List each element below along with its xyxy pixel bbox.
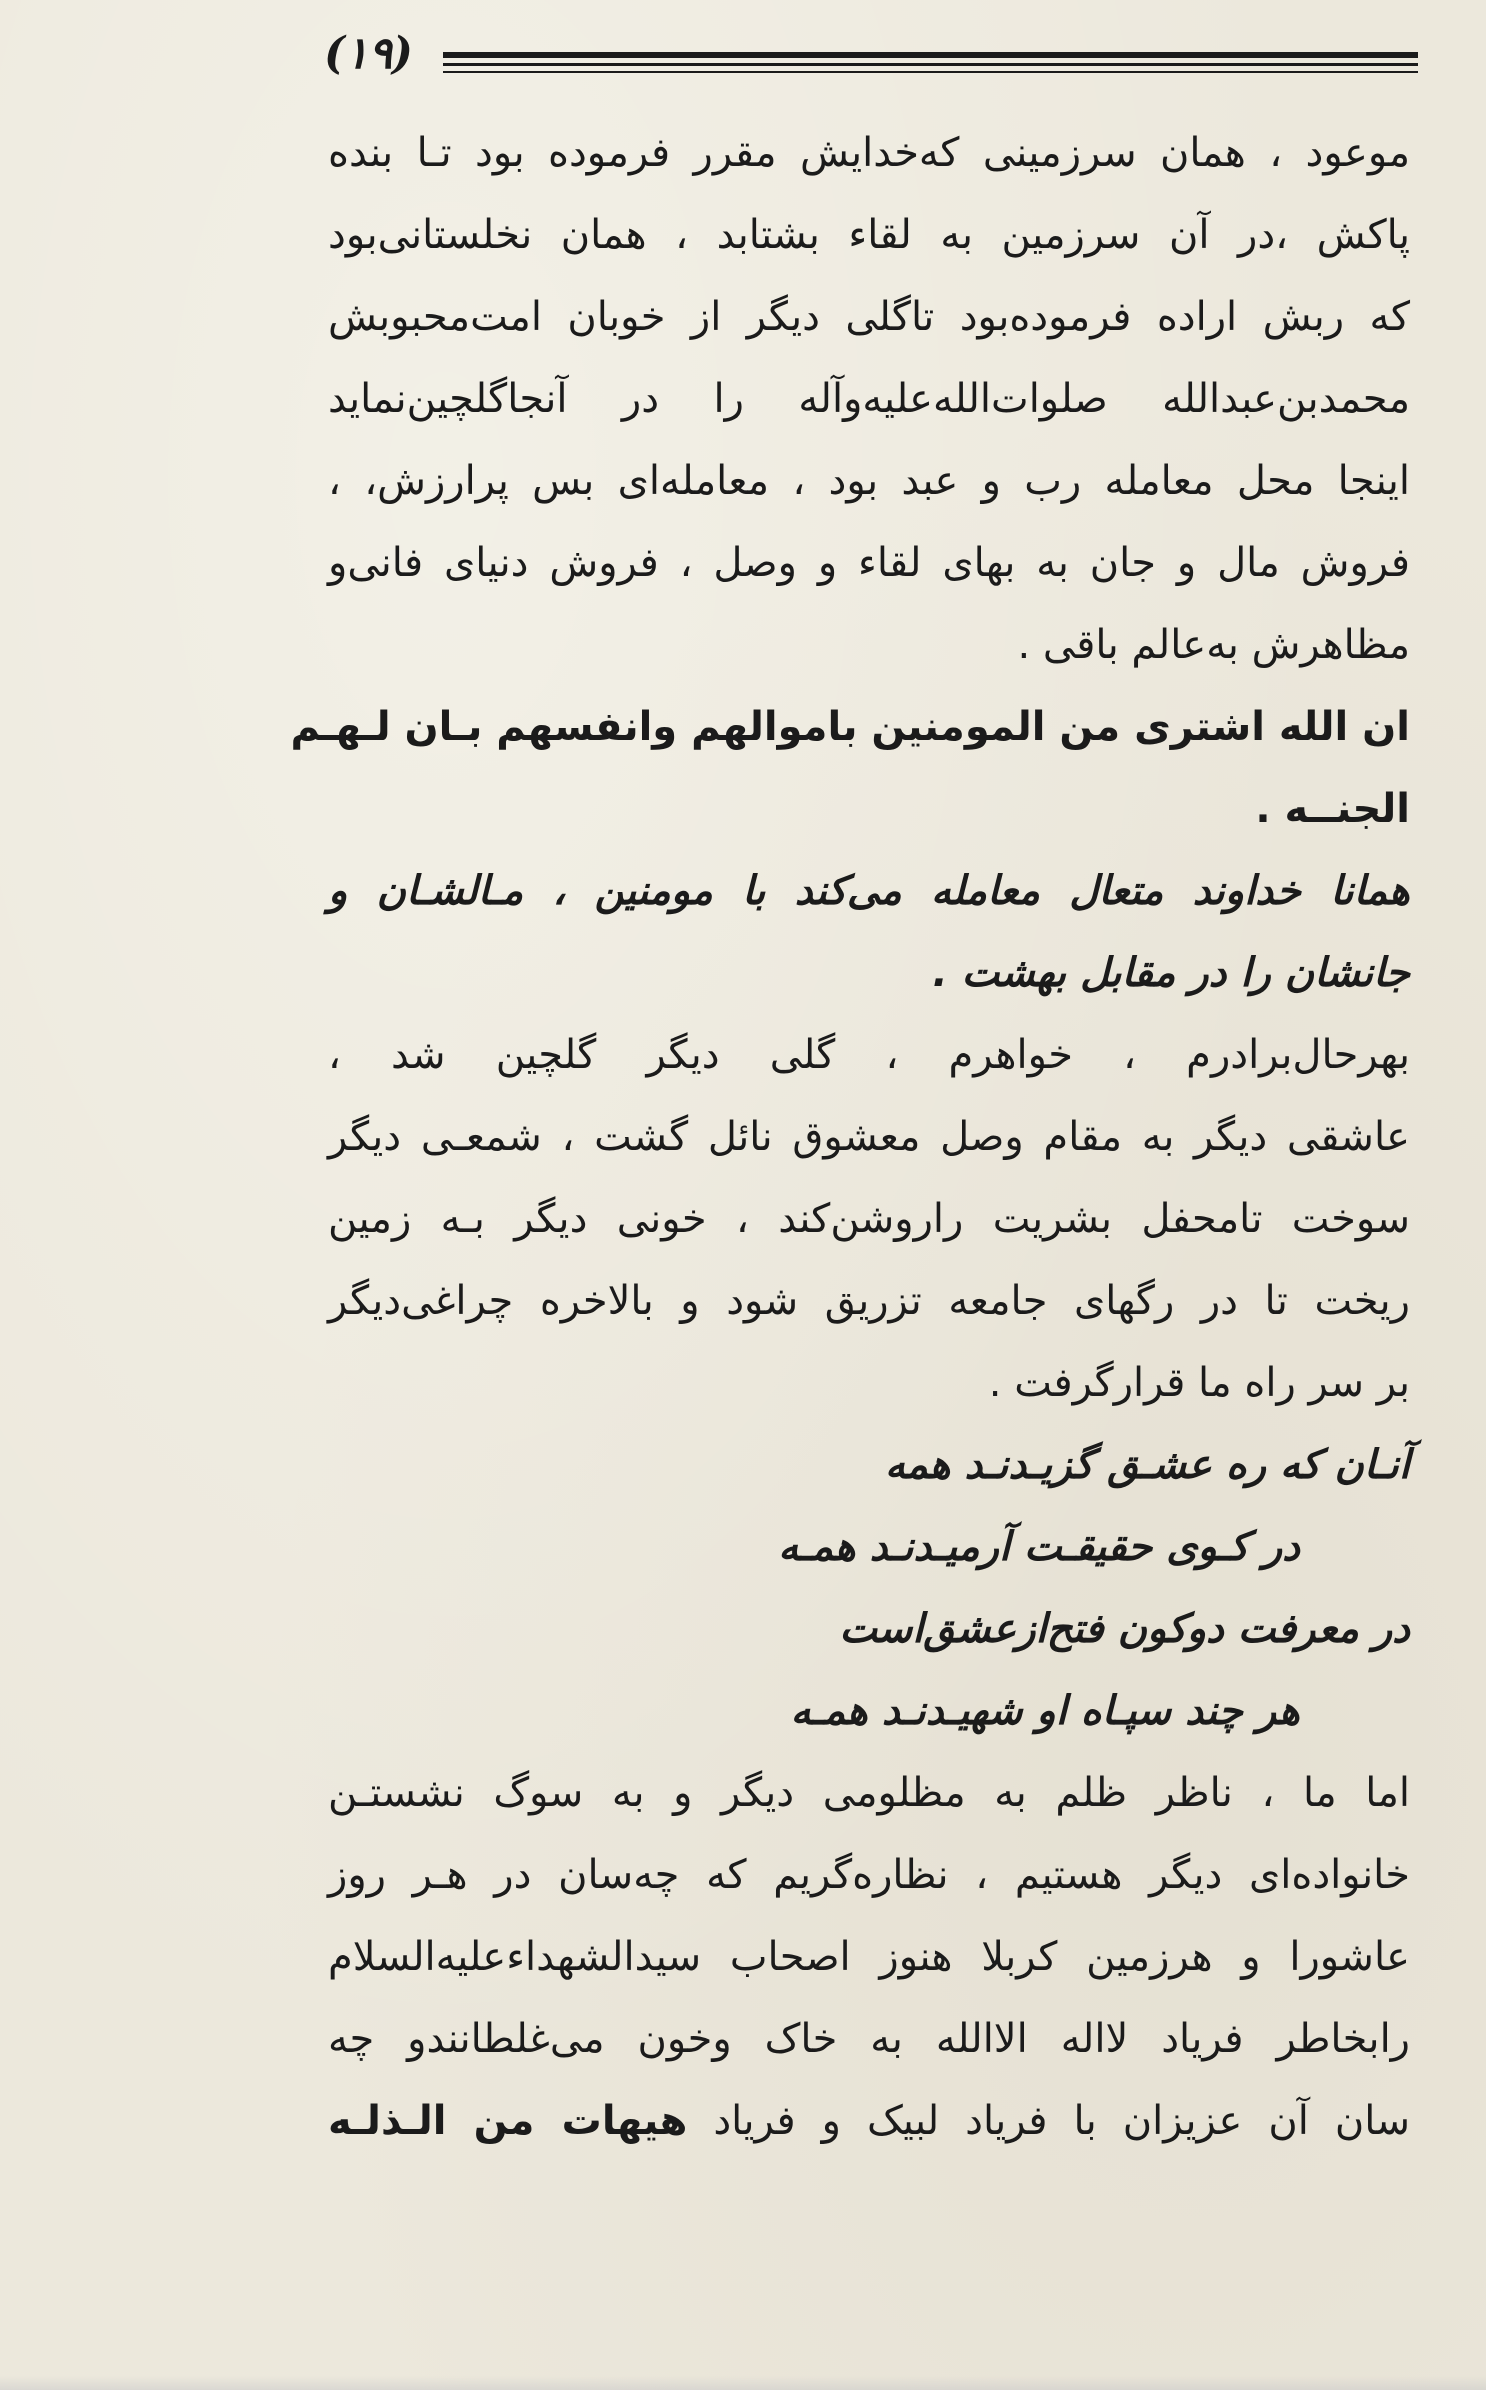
page-bottom-edge xyxy=(0,2376,1486,2390)
text-line: پاکش ،در آن سرزمین به لقاء بشتابد ، همان نخلستانی‌بود xyxy=(328,212,1410,258)
text-line: عاشقی دیگر به مقام وصل معشوق نائل گشت ، شمعـی دیگر xyxy=(328,1114,1410,1160)
text-line: سوخت تامحفل بشریت راروشن‌کند ، خونی دیگر بـه زمین xyxy=(328,1196,1410,1242)
header-rule-medium xyxy=(443,63,1418,66)
text-line: موعود ، همان سرزمینی که‌خدایش مقرر فرموده بود تـا بنده xyxy=(328,130,1410,176)
text-line: رابخاطر فریاد لااله الاالله به خاک وخون می‌غلطانندو چه xyxy=(328,2016,1410,2062)
text-line: مظاهرش به‌عالم باقی . xyxy=(1017,622,1410,668)
poem-line: آنـان که ره عشـق گزیـدنـد همه xyxy=(884,1442,1410,1488)
text-line: عاشورا و هرزمین کربلا هنوز اصحاب سیدالشهداءعلیه‌السلام xyxy=(328,1934,1410,1980)
final-line-text: سان آن عزیزان با فریاد لبیک و فریاد xyxy=(687,2098,1410,2144)
poem-line: در معرفت دوکون فتح‌ازعشق‌است xyxy=(839,1606,1410,1652)
translation-line: جانشان را در مقابل بهشت . xyxy=(932,950,1410,996)
verse-line: ان الله اشتری من المومنین باموالهم وانفسهم بـان لـهـم xyxy=(290,704,1410,750)
text-line: بهرحال‌برادرم ، خواهرم ، گلی دیگر گلچین شد ، xyxy=(328,1032,1410,1078)
text-line: که ربش اراده فرموده‌بود تاگلی دیگر از خوبان امت‌محبوبش xyxy=(328,294,1410,340)
verse-line: الجنــه . xyxy=(1255,786,1410,832)
page-number: (۱۹) xyxy=(324,28,413,79)
header-rule-thin xyxy=(443,71,1418,73)
body-text xyxy=(290,112,1410,2162)
text-line-final xyxy=(328,2080,1410,2162)
page-header xyxy=(318,28,1418,90)
text-line: فروش مال و جان به بهای لقاء و وصل ، فروش دنیای فانی‌و xyxy=(328,540,1410,586)
poem-line: در کـوی حقیقـت آرمیـدنـد همـه xyxy=(778,1524,1300,1570)
text-line: بر سر راه ما قرارگرفت . xyxy=(988,1360,1410,1406)
final-line-bold-phrase: هیهات من الـذلـه xyxy=(328,2098,688,2144)
text-line: محمدبن‌عبدالله صلوات‌الله‌علیه‌وآله را در آنجاگلچین‌نماید xyxy=(328,376,1410,422)
text-line: اینجا محل معامله رب و عبد بود ، معامله‌ای بس پرارزش، ، xyxy=(328,458,1410,504)
text-line: ریخت تا در رگهای جامعه تزریق شود و بالاخره چراغی‌دیگر xyxy=(328,1278,1410,1324)
translation-line: همانا خداوند متعال معامله می‌کند با مومنین ، مـالشـان و xyxy=(328,868,1410,914)
text-line: خانواده‌ای دیگر هستیم ، نظاره‌گریم که چه‌سان در هـر روز xyxy=(328,1852,1410,1898)
header-rule-thick xyxy=(443,52,1418,58)
poem-line: هر چند سپـاه او شهیـدنـد همـه xyxy=(790,1688,1300,1734)
text-line: اما ما ، ناظر ظلم به مظلومی دیگر و به سوگ نشستـن xyxy=(328,1770,1410,1816)
